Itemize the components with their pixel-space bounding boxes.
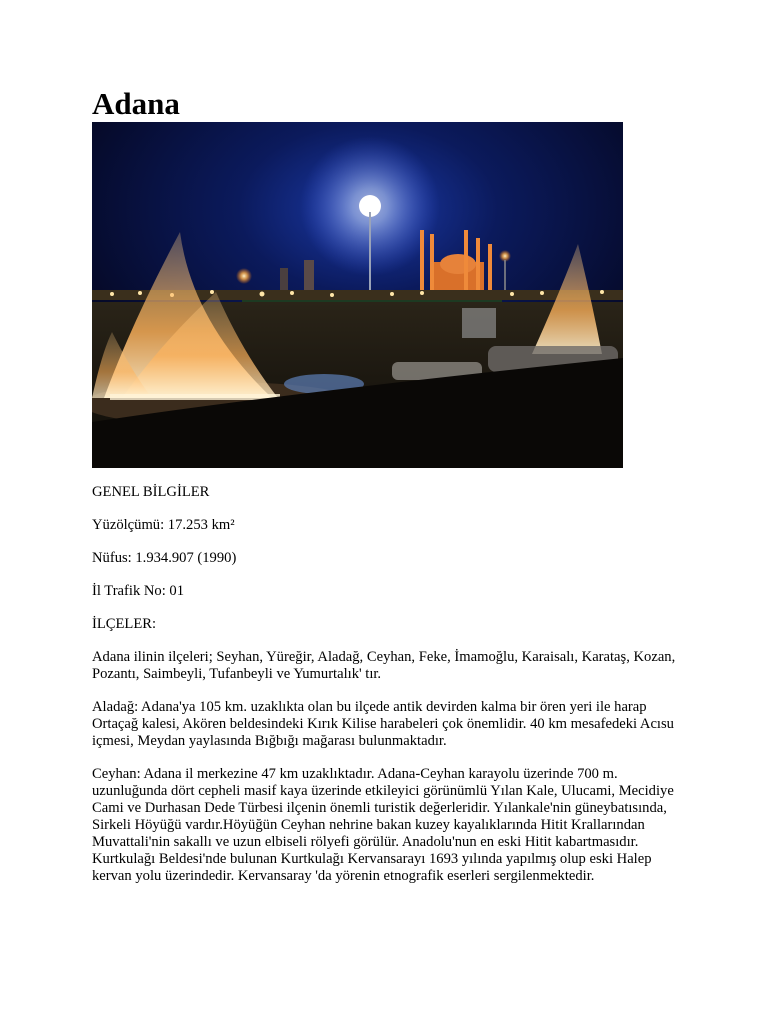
traffic-line: İl Trafik No: 01 bbox=[92, 583, 185, 599]
population-line: Nüfus: 1.934.907 (1990) bbox=[92, 550, 237, 566]
ceyhan-paragraph: Ceyhan: Adana il merkezine 47 km uzaklıktadır. Adana-Ceyhan karayolu üzerinde 700 m. uzunluğunda dört cepheli masif kaya üzerinde etkileyici görünümlü Yılan Kale, Ulucami, Mecidiye Cami ve Durhasan Dede Türbesi ilçenin önemli turistik değerleridir. Yılankale'nin güneybatısında, Sirkeli Höyüğü vardır.Höyüğün Ceyhan nehrine bakan kuzey kayalıklarında Hitit Krallarından Muvattali'nin sakallı ve uzun elbiseli rölyefi görülür. Anadolu'nun en eski Hitit kabartmasıdır. Kurtkulağı Beldesi'nde bulunan Kurtkulağı Kervansarayı 1693 yılında yapılmış olup eski Halep kervan yolu üzerindedir. Kervansaray 'da yörenin etnografik eserleri sergilenmektedir. bbox=[92, 766, 674, 884]
city-night-fountain-image bbox=[92, 122, 623, 468]
districts-paragraph: Adana ilinin ilçeleri; Seyhan, Yüreğir, Aladağ, Ceyhan, Feke, İmamoğlu, Karaisalı, Karataş, Kozan, Pozantı, Saimbeyli, Tufanbeyli ve Yumurtalık' tır. bbox=[92, 649, 676, 682]
area-line: Yüzölçümü: 17.253 km² bbox=[92, 517, 235, 533]
document-body bbox=[92, 484, 682, 901]
aladag-paragraph: Aladağ: Adana'ya 105 km. uzaklıkta olan bu ilçede antik devirden kalma bir ören yeri ile harap Ortaçağ kalesi, Akören beldesindeki Kırık Kilise harabeleri çok önemlidir. 40 km mesafedeki Acısu içmesi, Meydan yaylasında Bığbığı mağarası bulunmaktadır. bbox=[92, 699, 674, 749]
districts-heading: İLÇELER: bbox=[92, 616, 157, 632]
page-title: Adana bbox=[92, 86, 180, 121]
general-info-heading: GENEL BİLGİLER bbox=[92, 484, 210, 500]
